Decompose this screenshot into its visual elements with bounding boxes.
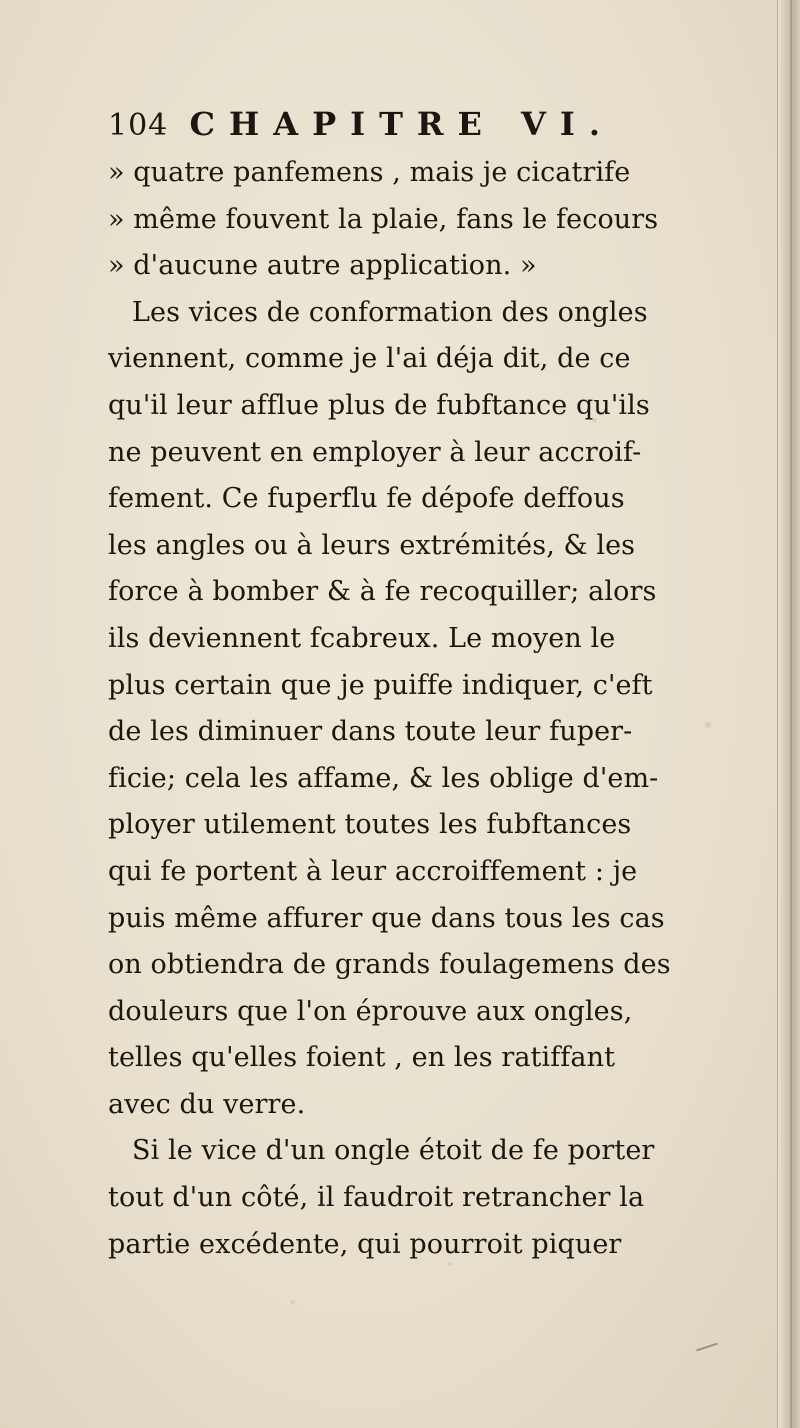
text-line: douleurs que l'on éprouve aux ongles,: [108, 995, 633, 1027]
text-line: » quatre panfemens , mais je cicatrife: [108, 157, 631, 188]
text-line: fement. Ce fuperflu fe dépofe deffous: [108, 483, 625, 515]
text-line: puis même affurer que dans tous les cas: [108, 902, 665, 934]
running-head: CHAPITRE VI.: [189, 105, 614, 143]
paper-mark: [696, 1343, 718, 1352]
text-line: qu'il leur afflue plus de fubftance qu'ils: [108, 389, 650, 421]
text-line: on obtiendra de grands foulagemens des: [108, 949, 671, 981]
text-line: partie excédente, qui pourroit piquer: [108, 1228, 622, 1260]
text-line: Les vices de conformation des ongles: [132, 296, 648, 328]
body-text: [108, 150, 748, 1268]
text-line: ne peuvent en employer à leur accroif-: [108, 436, 642, 468]
page-edge-line: [790, 0, 792, 1428]
text-line: force à bomber & à fe recoquiller; alors: [108, 576, 657, 608]
text-line: plus certain que je puiffe indiquer, c'eft: [108, 669, 653, 701]
text-line: avec du verre.: [108, 1088, 306, 1120]
text-line: ils deviennent fcabreux. Le moyen le: [108, 622, 616, 654]
text-line: ployer utilement toutes les fubftances: [108, 809, 632, 841]
text-line: Si le vice d'un ongle étoit de fe porter: [132, 1135, 655, 1167]
text-line: viennent, comme je l'ai déja dit, de ce: [108, 343, 631, 375]
text-line: ficie; cela les affame, & les oblige d'em-: [108, 762, 659, 794]
paper-spot: [290, 1300, 295, 1304]
page-edge-shadow: [777, 0, 800, 1428]
text-line: telles qu'elles foient , en les ratiffant: [108, 1042, 616, 1074]
text-line: » d'aucune autre application. »: [108, 250, 537, 282]
text-line: » même fouvent la plaie, fans le fecours: [108, 203, 659, 235]
page-header: [108, 100, 748, 148]
text-line: de les diminuer dans toute leur fuper-: [108, 716, 633, 748]
text-line: qui fe portent à leur accroiffement : je: [108, 855, 638, 887]
text-line: les angles ou à leurs extrémités, & les: [108, 529, 636, 561]
page-number: 104: [108, 108, 169, 143]
text-line: tout d'un côté, il faudroit retrancher la: [108, 1182, 645, 1214]
